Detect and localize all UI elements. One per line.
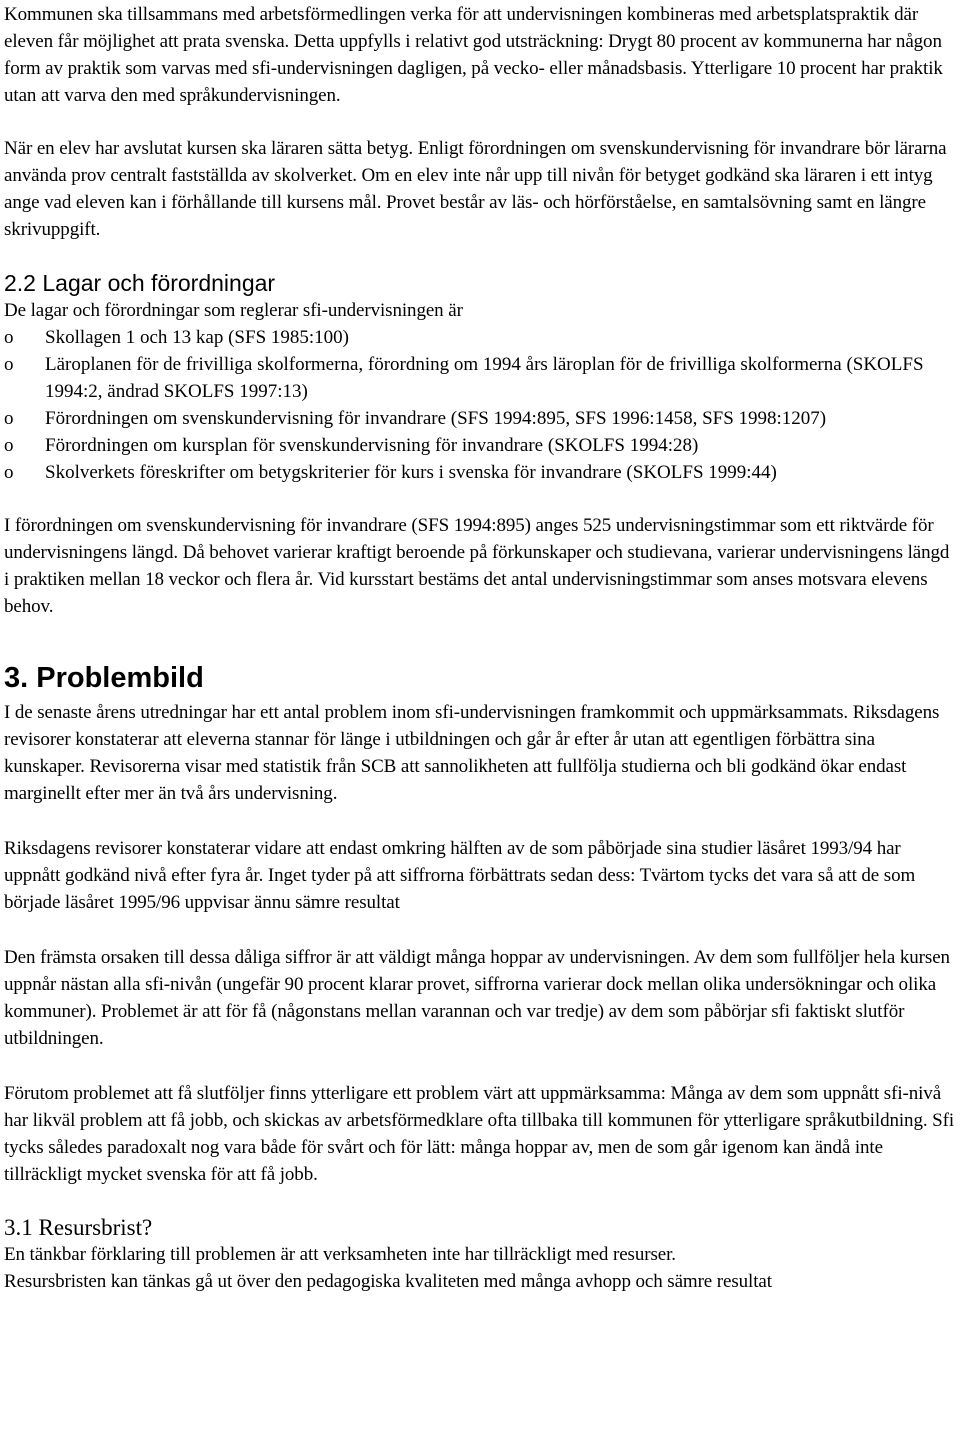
list-item: o Förordningen om svenskundervisning för invandrare (SFS 1994:895, SFS 1996:1458, SFS 1998:1207) [4, 405, 958, 432]
paragraph-forklaring: En tänkbar förklaring till problemen är att verksamheten inte har tillräckligt med resurser. [4, 1244, 676, 1265]
section-heading-3: 3. Problembild [4, 662, 204, 694]
regulation-list [4, 324, 958, 486]
paragraph-timmar: I förordningen om svenskundervisning för invandrare (SFS 1994:895) anges 525 undervisningstimmar som ett riktvärde för undervisningens längd. Då behovet varierar kraftigt beroende på förkunskaper och studievana, varierar undervisningens längd i praktiken mellan 18 veckor och flera år. Vid kursstart bestäms det antal undervisningstimmar som anses motsvara elevens behov. [4, 515, 950, 617]
list-item: o Skollagen 1 och 13 kap (SFS 1985:100) [4, 324, 958, 351]
paragraph-utredningar: I de senaste årens utredningar har ett antal problem inom sfi-undervisningen framkommit och uppmärksammats. Riksdagens revisorer konstaterar att eleverna stannar för länge i utbildningen och går år efter år utan att egentligen förbättra sina kunskaper. Revisorerna visar med statistik från SCB att sannolikheten att fullfölja studierna och bli godkänd ökar endast marginellt efter mer än två års undervisning. [4, 702, 940, 804]
bullet-marker: o [4, 462, 14, 483]
paragraph-praktik: Kommunen ska tillsammans med arbetsförmedlingen verka för att undervisningen kombineras med arbetsplatspraktik där eleven får möjlighet att prata svenska. Detta uppfylls i relativt god utsträckning: Drygt 80 procent av kommunerna har någon form av praktik som varvas med sfi-undervisningen dagligen, på vecko- eller månadsbasis. Ytterligare 10 procent har praktik utan att varva den med språkundervisningen. [4, 4, 943, 106]
bullet-marker: o [4, 327, 14, 348]
paragraph-resursbrist: Resursbristen kan tänkas gå ut över den pedagogiska kvaliteten med många avhopp och sämre resultat [4, 1271, 772, 1292]
document-page [4, 0, 958, 1295]
paragraph-betyg: När en elev har avslutat kursen ska läraren sätta betyg. Enligt förordningen om svenskundervisning för invandrare bör lärarna använda prov centralt fastställda av skolverket. Om en elev inte når upp till nivån för betyget godkänd ska läraren i ett intyg ange vad eleven kan i förhållande till kursens mål. Provet består av läs- och hörförståelse, en samtalsövning samt en längre skrivuppgift. [4, 138, 947, 240]
bullet-marker: o [4, 408, 14, 429]
list-item: o Förordningen om kursplan för svenskundervisning för invandrare (SKOLFS 1994:28) [4, 432, 958, 459]
paragraph-revisorer: Riksdagens revisorer konstaterar vidare att endast omkring hälften av de som påbörjade sina studier läsåret 1993/94 har uppnått godkänd nivå efter fyra år. Inget tyder på att siffrorna förbättrats sedan dess: Tvärtom tycks det vara så att de som började läsåret 1995/96 uppvisar ännu sämre resultat [4, 838, 916, 913]
bullet-marker: o [4, 435, 14, 456]
list-intro: De lagar och förordningar som reglerar sfi-undervisningen är [4, 300, 463, 321]
list-item: o Skolverkets föreskrifter om betygskriterier för kurs i svenska för invandrare (SKOLFS 1999:44) [4, 459, 958, 486]
list-item: o Läroplanen för de frivilliga skolformerna, förordning om 1994 års läroplan för de frivilliga skolformerna (SKOLFS 1994:2, ändrad SKOLFS 1997:13) [4, 351, 958, 405]
paragraph-orsaken: Den främsta orsaken till dessa dåliga siffror är att väldigt många hoppar av undervisningen. Av dem som fullföljer hela kursen uppnår nästan alla sfi-nivån (ungefär 90 procent klarar provet, siffrorna varierar dock mellan olika undersökningar och olika kommuner). Problemet är att för få (någonstans mellan varannan och var tredje) av dem som påbörjar sfi faktiskt slutför utbildningen. [4, 947, 950, 1049]
paragraph-forutom: Förutom problemet att få slutföljer finns ytterligare ett problem värt att uppmärksamma: Många av dem som uppnått sfi-nivå har likväl problem att få jobb, och skickas av arbetsförmedklare ofta tillbaka till kommunen för ytterligare språkutbildning. Sfi tycks således paradoxalt nog vara både för svårt och för lätt: många hoppar av, men de som går igenom kan ändå inte tillräckligt mycket svenska för att få jobb. [4, 1083, 955, 1185]
bullet-marker: o [4, 354, 14, 375]
section-heading-3-1: 3.1 Resursbrist? [4, 1215, 153, 1240]
section-heading-2-2: 2.2 Lagar och förordningar [4, 270, 276, 296]
